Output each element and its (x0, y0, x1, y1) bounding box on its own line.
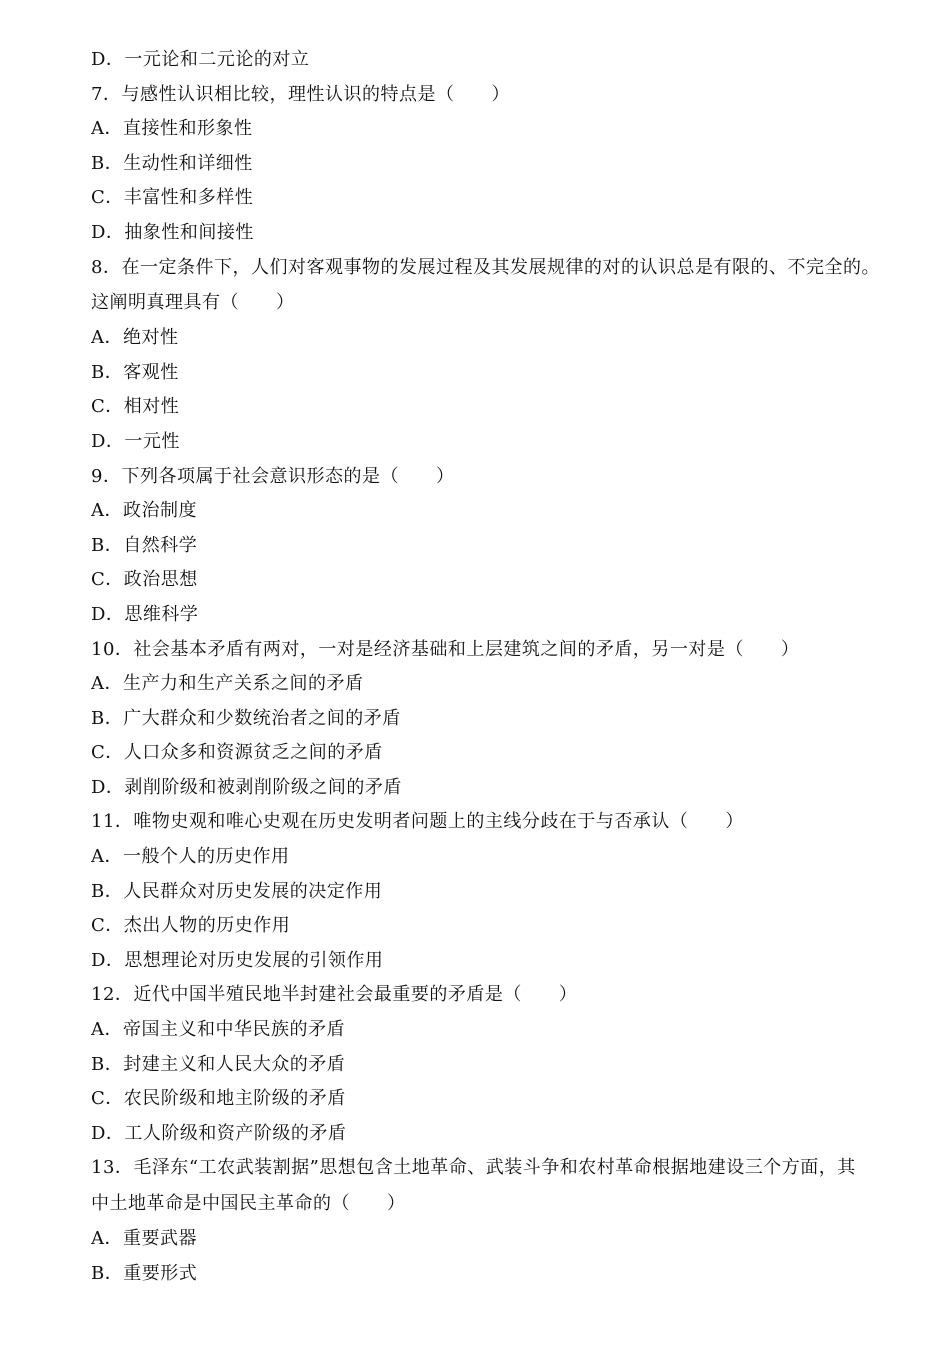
option-line: D．剥削阶级和被剥削阶级之间的矛盾 (91, 776, 402, 798)
option-line: D．工人阶级和资产阶级的矛盾 (91, 1122, 347, 1144)
question-line: 11．唯物史观和唯心史观在历史发明者问题上的主线分歧在于与否承认（ ） (91, 811, 744, 833)
option-line: C．杰出人物的历史作用 (91, 915, 291, 937)
option-line: D．思想理论对历史发展的引领作用 (91, 949, 384, 971)
option-line: A．重要武器 (91, 1228, 197, 1249)
option-line: D．一元论和二元论的对立 (91, 49, 310, 70)
question-line: 13．毛泽东“工农武装割据”思想包含土地革命、武装斗争和农村革命根据地建设三个方面，其 (91, 1157, 856, 1179)
option-line: B．人民群众对历史发展的决定作用 (91, 880, 383, 902)
option-line: C．相对性 (91, 396, 180, 418)
option-line: B．广大群众和少数统治者之间的矛盾 (91, 707, 401, 729)
option-line: B．封建主义和人民大众的矛盾 (91, 1053, 346, 1075)
option-line: A．一般个人的历史作用 (91, 846, 290, 868)
option-line: B．自然科学 (91, 534, 198, 556)
option-line: D．思维科学 (91, 603, 199, 625)
question-line: 8．在一定条件下，人们对客观事物的发展过程及其发展规律的对的认识总是有限的、不完全的。 (91, 256, 880, 278)
question-line: 7．与感性认识相比较，理性认识的特点是（ ） (91, 83, 510, 105)
option-line: D．一元性 (91, 430, 180, 452)
question-continuation: 中土地革命是中国民主革命的（ ） (91, 1193, 406, 1214)
question-line: 9．下列各项属于社会意识形态的是（ ） (91, 465, 455, 487)
exam-page (91, 43, 926, 1291)
option-line: B．生动性和详细性 (91, 152, 253, 174)
question-continuation: 这阐明真理具有（ ） (91, 292, 295, 314)
option-line: B．客观性 (91, 361, 179, 383)
question-line: 12．近代中国半殖民地半封建社会最重要的矛盾是（ ） (91, 984, 578, 1006)
option-line: C．政治思想 (91, 569, 198, 591)
option-line: C．丰富性和多样性 (91, 187, 254, 209)
question-line: 10．社会基本矛盾有两对，一对是经济基础和上层建筑之间的矛盾，另一对是（ ） (91, 638, 800, 660)
option-line: C．农民阶级和地主阶级的矛盾 (91, 1088, 346, 1110)
option-line: A．直接性和形象性 (91, 118, 253, 140)
option-line: A．绝对性 (91, 327, 179, 349)
option-line: C．人口众多和资源贫乏之间的矛盾 (91, 742, 383, 764)
option-line: A．帝国主义和中华民族的矛盾 (91, 1019, 345, 1041)
option-line: A．政治制度 (91, 500, 197, 522)
option-line: A．生产力和生产关系之间的矛盾 (91, 673, 364, 695)
option-line: D．抽象性和间接性 (91, 221, 254, 243)
option-line: B．重要形式 (91, 1262, 198, 1284)
